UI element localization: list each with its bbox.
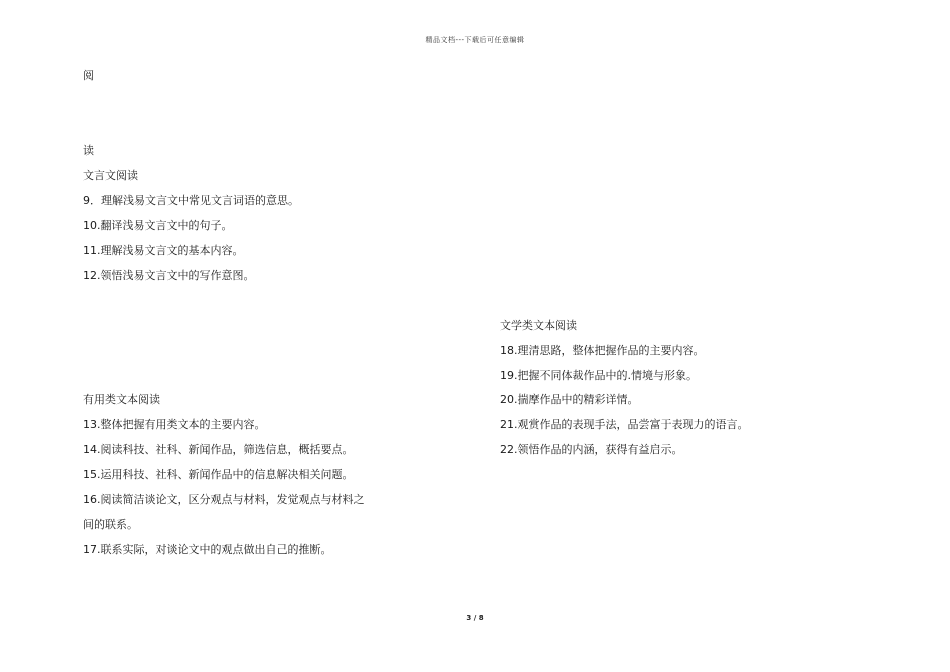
list-item: 14.阅读科技、社科、新闻作品，筛选信息，概括要点。 <box>83 443 354 456</box>
list-item: 13.整体把握有用类文本的主要内容。 <box>83 418 266 431</box>
list-item: 22.领悟作品的内涵，获得有益启示。 <box>500 443 683 456</box>
section-title-literary: 文学类文本阅读 <box>500 319 577 332</box>
list-item: 19.把握不同体裁作品中的.情境与形象。 <box>500 369 697 382</box>
list-item: 15.运用科技、社科、新闻作品中的信息解决相关问题。 <box>83 468 354 481</box>
list-item: 16.阅读简洁谈论文，区分观点与材料，发觉观点与材料之 <box>83 493 365 506</box>
list-item: 12.领悟浅易文言文中的写作意图。 <box>83 269 255 282</box>
list-item: 21.观赏作品的表现手法，品尝富于表现力的语言。 <box>500 418 749 431</box>
list-item: 11.理解浅易文言文的基本内容。 <box>83 244 244 257</box>
heading-char-yue: 阅 <box>83 69 94 82</box>
list-item: 18.理清思路，整体把握作品的主要内容。 <box>500 344 705 357</box>
section-title-classical: 文言文阅读 <box>83 169 138 182</box>
section-title-practical: 有用类文本阅读 <box>83 393 160 406</box>
list-item-continuation: 间的联系。 <box>83 518 138 531</box>
page-header: 精品文档---下载后可任意编辑 <box>425 36 525 44</box>
list-item: 17.联系实际，对谈论文中的观点做出自己的推断。 <box>83 543 332 556</box>
heading-char-du: 读 <box>83 144 94 157</box>
list-item: 9．理解浅易文言文中常见文言词语的意思。 <box>83 194 299 207</box>
list-item: 20.揣摩作品中的精彩详情。 <box>500 393 639 406</box>
list-item: 10.翻译浅易文言文中的句子。 <box>83 219 233 232</box>
page-indicator: 3 / 8 <box>466 614 484 622</box>
